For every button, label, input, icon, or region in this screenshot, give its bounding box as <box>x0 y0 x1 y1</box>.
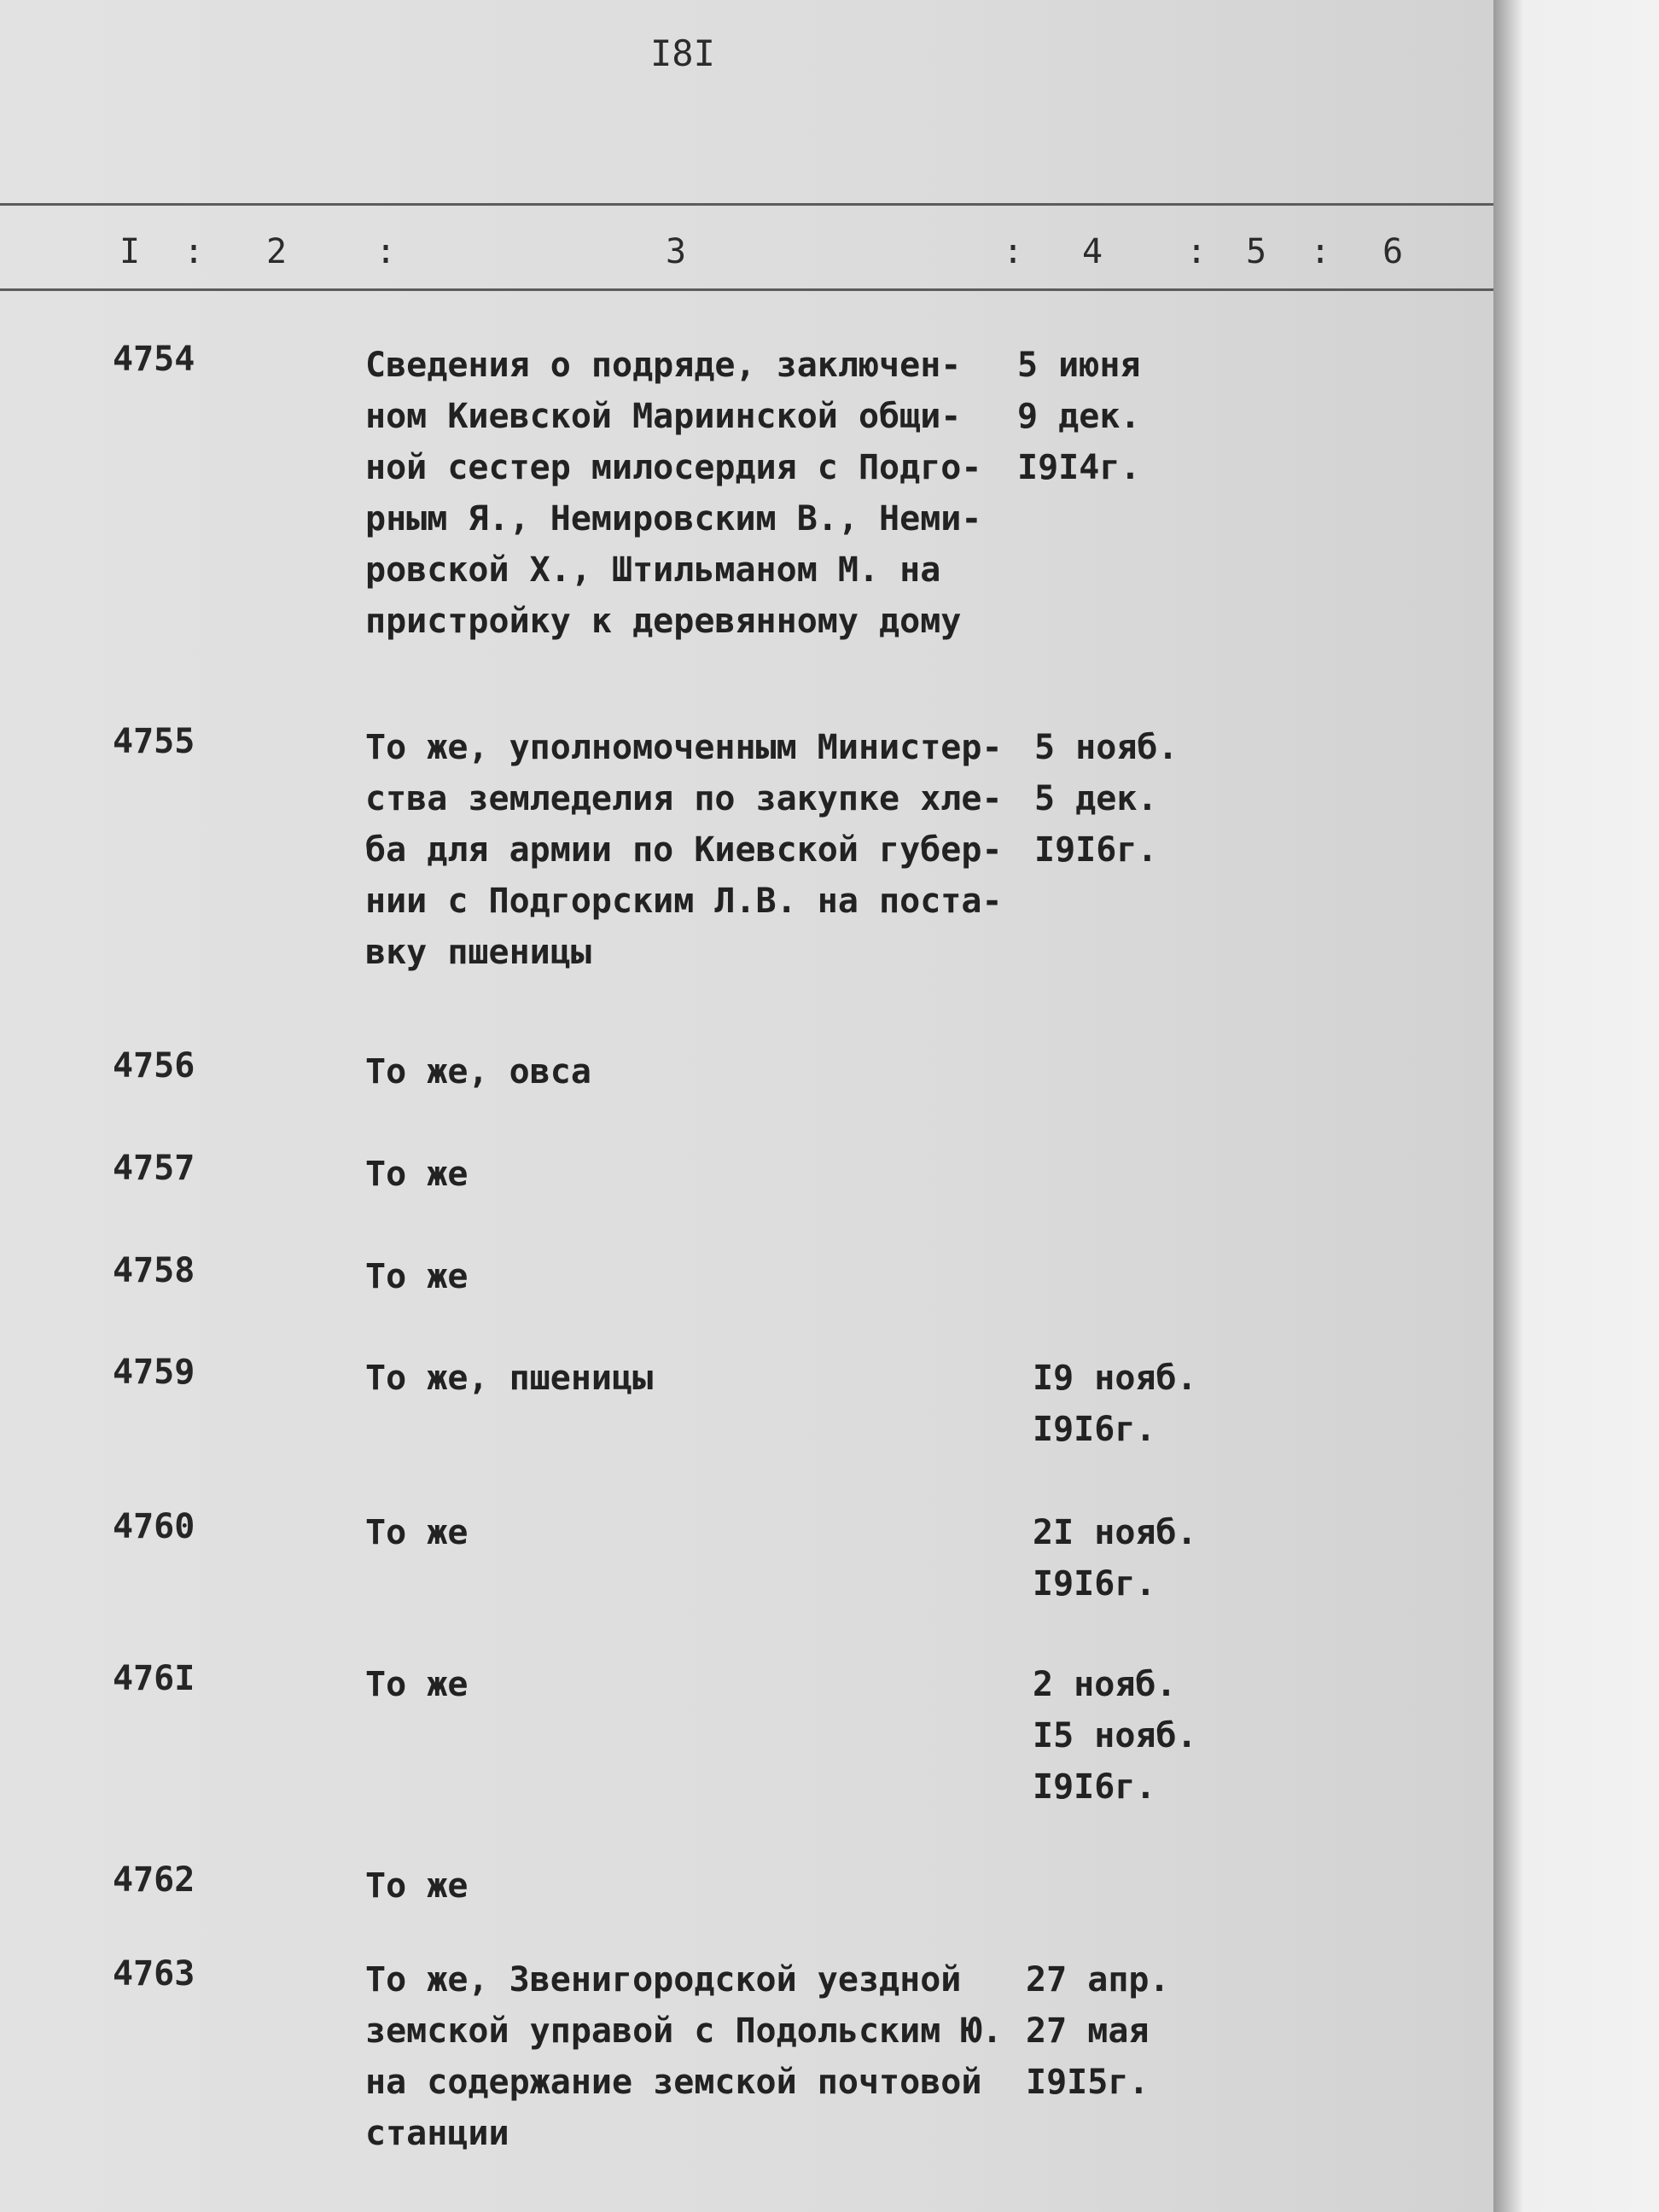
record-description: То же, уполномоченным Министер- ства земледелия по закупке хле- ба для армии по Киевской губер- нии с Подгорским Л.В. на поста- вку пшеницы <box>365 728 1003 972</box>
column-separator: : <box>1003 232 1024 271</box>
record-number: 4757 <box>113 1149 195 1188</box>
record-description: То же, Звенигородской уездной земской управой с Подольским Ю. на содержание земской почтовой станции <box>365 1960 1003 2153</box>
column-header-6: 6 <box>1382 232 1404 271</box>
record-description: То же <box>365 1257 469 1296</box>
column-separator: : <box>375 232 397 271</box>
record-dates: I9 нояб. I9I6г. <box>1033 1359 1197 1449</box>
column-header-1: I <box>119 232 141 271</box>
record-description: То же <box>365 1866 469 1906</box>
header-top-rule <box>0 203 1493 206</box>
column-header-4: 4 <box>1082 232 1103 271</box>
record-dates: 27 апр. 27 мая I9I5г. <box>1026 1960 1170 2102</box>
record-dates: 2 нояб. I5 нояб. I9I6г. <box>1033 1665 1197 1807</box>
record-number: 4755 <box>113 722 195 761</box>
record-number: 4763 <box>113 1954 195 1994</box>
record-description: То же, овса <box>365 1052 591 1091</box>
record-description: То же, пшеницы <box>365 1359 654 1398</box>
column-header-5: 5 <box>1246 232 1267 271</box>
page-edge <box>1493 0 1659 2212</box>
record-dates: 5 июня 9 дек. I9I4г. <box>1017 346 1141 487</box>
column-header-2: 2 <box>266 232 288 271</box>
record-description: То же <box>365 1665 469 1704</box>
record-number: 4758 <box>113 1251 195 1290</box>
record-dates: 5 нояб. 5 дек. I9I6г. <box>1034 728 1179 870</box>
record-number: 4760 <box>113 1507 195 1546</box>
record-number: 4756 <box>113 1046 195 1086</box>
column-separator: : <box>1186 232 1208 271</box>
record-number: 4759 <box>113 1353 195 1392</box>
record-number: 4754 <box>113 340 195 379</box>
record-number: 4762 <box>113 1860 195 1900</box>
column-header-3: 3 <box>666 232 687 271</box>
record-description: То же <box>365 1513 469 1552</box>
record-description: Сведения о подряде, заключен- ном Киевской Мариинской общи- ной сестер милосердия с Подго- рным Я., Немировским В., Неми- ровской Х., Штильманом М. на пристройку к деревянному дому <box>365 346 982 641</box>
page-number: I8I <box>650 32 715 74</box>
record-dates: 2I нояб. I9I6г. <box>1033 1513 1197 1604</box>
column-separator: : <box>183 232 205 271</box>
record-description: То же <box>365 1155 469 1194</box>
column-separator: : <box>1310 232 1331 271</box>
record-number: 476I <box>113 1659 195 1698</box>
header-bottom-rule <box>0 288 1493 291</box>
